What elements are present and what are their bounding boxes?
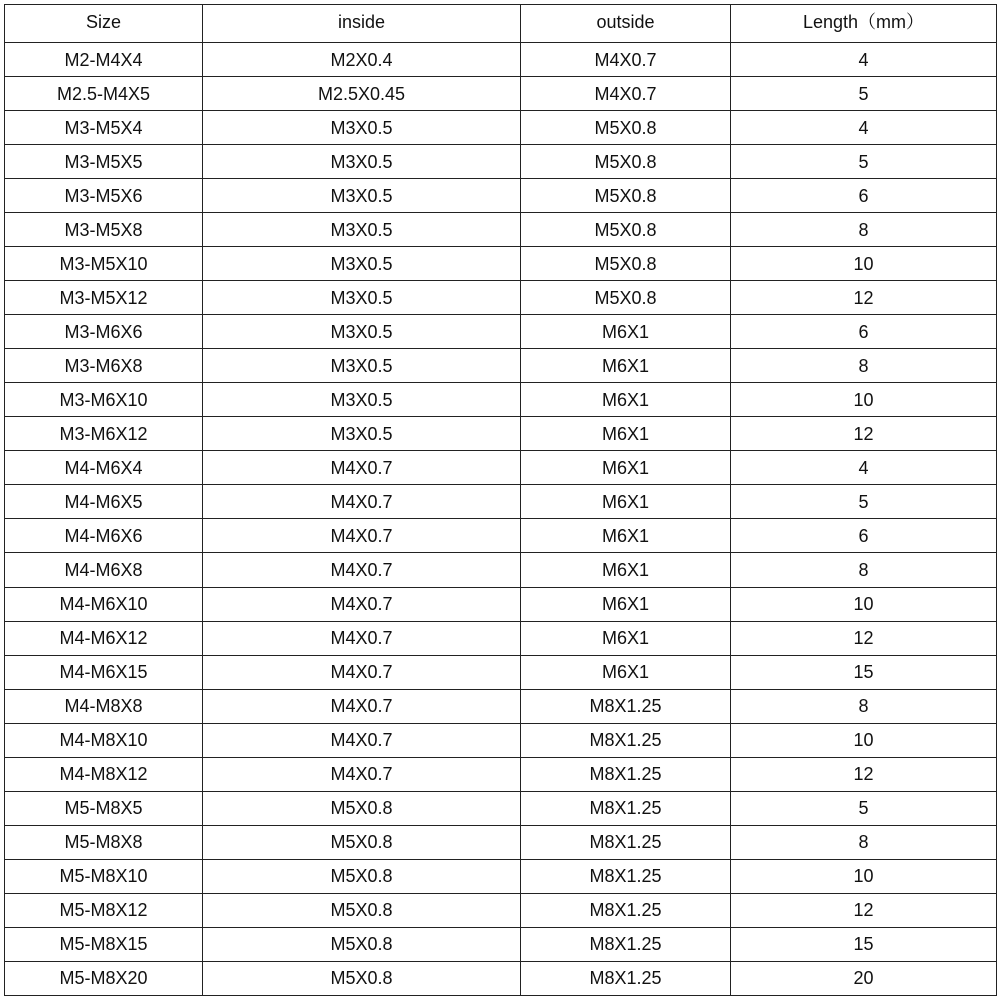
cell-size: M3-M5X4 [5, 111, 203, 145]
cell-length: 15 [731, 927, 997, 961]
cell-length: 4 [731, 111, 997, 145]
table-row [5, 451, 997, 485]
cell-outside: M5X0.8 [521, 281, 731, 315]
cell-inside: M4X0.7 [203, 485, 521, 519]
cell-size: M4-M8X8 [5, 689, 203, 723]
table-row [5, 757, 997, 791]
cell-outside: M6X1 [521, 315, 731, 349]
cell-size: M5-M8X5 [5, 791, 203, 825]
cell-inside: M5X0.8 [203, 825, 521, 859]
cell-length: 12 [731, 621, 997, 655]
cell-length: 15 [731, 655, 997, 689]
cell-outside: M4X0.7 [521, 43, 731, 77]
cell-inside: M4X0.7 [203, 451, 521, 485]
cell-outside: M5X0.8 [521, 145, 731, 179]
header-size: Size [5, 5, 203, 43]
table-row [5, 213, 997, 247]
table-row [5, 383, 997, 417]
table-row [5, 281, 997, 315]
cell-size: M4-M8X10 [5, 723, 203, 757]
cell-inside: M3X0.5 [203, 349, 521, 383]
cell-outside: M6X1 [521, 485, 731, 519]
cell-inside: M4X0.7 [203, 757, 521, 791]
header-inside: inside [203, 5, 521, 43]
table-row [5, 655, 997, 689]
cell-outside: M6X1 [521, 621, 731, 655]
cell-outside: M8X1.25 [521, 961, 731, 995]
table-row [5, 893, 997, 927]
cell-length: 8 [731, 825, 997, 859]
cell-inside: M4X0.7 [203, 587, 521, 621]
cell-size: M3-M6X8 [5, 349, 203, 383]
cell-length: 8 [731, 553, 997, 587]
table-row [5, 145, 997, 179]
table-row [5, 519, 997, 553]
cell-length: 8 [731, 213, 997, 247]
cell-size: M4-M6X5 [5, 485, 203, 519]
table-row [5, 179, 997, 213]
header-length: Length（mm） [731, 5, 997, 43]
cell-outside: M8X1.25 [521, 927, 731, 961]
cell-inside: M3X0.5 [203, 281, 521, 315]
cell-length: 8 [731, 689, 997, 723]
cell-size: M4-M6X6 [5, 519, 203, 553]
cell-size: M3-M5X12 [5, 281, 203, 315]
spec-table-container [4, 4, 996, 996]
cell-inside: M4X0.7 [203, 519, 521, 553]
cell-length: 5 [731, 145, 997, 179]
cell-outside: M4X0.7 [521, 77, 731, 111]
cell-size: M4-M6X10 [5, 587, 203, 621]
table-row [5, 315, 997, 349]
cell-size: M3-M6X10 [5, 383, 203, 417]
cell-length: 10 [731, 247, 997, 281]
cell-size: M4-M6X12 [5, 621, 203, 655]
cell-length: 6 [731, 315, 997, 349]
table-row [5, 961, 997, 995]
cell-inside: M4X0.7 [203, 655, 521, 689]
cell-outside: M6X1 [521, 383, 731, 417]
cell-size: M2-M4X4 [5, 43, 203, 77]
cell-size: M4-M6X15 [5, 655, 203, 689]
cell-size: M3-M6X6 [5, 315, 203, 349]
cell-size: M5-M8X8 [5, 825, 203, 859]
table-row [5, 587, 997, 621]
cell-inside: M3X0.5 [203, 179, 521, 213]
table-body [5, 43, 997, 996]
cell-outside: M8X1.25 [521, 825, 731, 859]
cell-length: 12 [731, 417, 997, 451]
cell-inside: M5X0.8 [203, 859, 521, 893]
table-row [5, 485, 997, 519]
cell-inside: M4X0.7 [203, 723, 521, 757]
table-row [5, 247, 997, 281]
cell-length: 6 [731, 179, 997, 213]
cell-length: 8 [731, 349, 997, 383]
cell-outside: M6X1 [521, 451, 731, 485]
cell-outside: M8X1.25 [521, 723, 731, 757]
cell-size: M3-M5X10 [5, 247, 203, 281]
cell-outside: M6X1 [521, 587, 731, 621]
table-row [5, 43, 997, 77]
cell-size: M3-M6X12 [5, 417, 203, 451]
cell-length: 4 [731, 43, 997, 77]
cell-size: M3-M5X8 [5, 213, 203, 247]
cell-size: M4-M6X8 [5, 553, 203, 587]
cell-outside: M5X0.8 [521, 111, 731, 145]
cell-length: 6 [731, 519, 997, 553]
cell-inside: M3X0.5 [203, 145, 521, 179]
cell-inside: M5X0.8 [203, 893, 521, 927]
cell-size: M2.5-M4X5 [5, 77, 203, 111]
spec-table [4, 4, 997, 996]
table-row [5, 349, 997, 383]
cell-outside: M8X1.25 [521, 893, 731, 927]
cell-inside: M3X0.5 [203, 247, 521, 281]
cell-inside: M5X0.8 [203, 791, 521, 825]
cell-inside: M4X0.7 [203, 689, 521, 723]
cell-outside: M6X1 [521, 519, 731, 553]
cell-length: 5 [731, 485, 997, 519]
cell-outside: M5X0.8 [521, 247, 731, 281]
table-row [5, 417, 997, 451]
cell-outside: M8X1.25 [521, 757, 731, 791]
cell-inside: M3X0.5 [203, 417, 521, 451]
cell-length: 20 [731, 961, 997, 995]
cell-inside: M5X0.8 [203, 927, 521, 961]
cell-size: M5-M8X15 [5, 927, 203, 961]
cell-outside: M8X1.25 [521, 791, 731, 825]
table-row [5, 791, 997, 825]
cell-length: 12 [731, 893, 997, 927]
cell-inside: M5X0.8 [203, 961, 521, 995]
table-row [5, 927, 997, 961]
cell-outside: M5X0.8 [521, 179, 731, 213]
cell-inside: M4X0.7 [203, 553, 521, 587]
cell-outside: M5X0.8 [521, 213, 731, 247]
cell-length: 10 [731, 723, 997, 757]
table-row [5, 111, 997, 145]
cell-size: M3-M5X6 [5, 179, 203, 213]
table-row [5, 621, 997, 655]
table-row [5, 859, 997, 893]
cell-length: 10 [731, 859, 997, 893]
table-row [5, 77, 997, 111]
table-header [5, 5, 997, 43]
cell-outside: M6X1 [521, 417, 731, 451]
table-row [5, 825, 997, 859]
table-row [5, 723, 997, 757]
cell-outside: M6X1 [521, 655, 731, 689]
table-row [5, 689, 997, 723]
cell-outside: M8X1.25 [521, 689, 731, 723]
cell-length: 5 [731, 791, 997, 825]
cell-length: 10 [731, 587, 997, 621]
cell-length: 5 [731, 77, 997, 111]
cell-inside: M3X0.5 [203, 213, 521, 247]
cell-inside: M3X0.5 [203, 315, 521, 349]
header-row [5, 5, 997, 43]
cell-size: M5-M8X12 [5, 893, 203, 927]
table-row [5, 553, 997, 587]
cell-outside: M6X1 [521, 349, 731, 383]
cell-size: M3-M5X5 [5, 145, 203, 179]
cell-inside: M3X0.5 [203, 383, 521, 417]
cell-inside: M4X0.7 [203, 621, 521, 655]
cell-outside: M6X1 [521, 553, 731, 587]
cell-length: 4 [731, 451, 997, 485]
cell-length: 12 [731, 757, 997, 791]
cell-size: M4-M8X12 [5, 757, 203, 791]
cell-length: 12 [731, 281, 997, 315]
cell-inside: M3X0.5 [203, 111, 521, 145]
cell-inside: M2.5X0.45 [203, 77, 521, 111]
header-outside: outside [521, 5, 731, 43]
cell-size: M5-M8X10 [5, 859, 203, 893]
cell-inside: M2X0.4 [203, 43, 521, 77]
cell-size: M4-M6X4 [5, 451, 203, 485]
cell-outside: M8X1.25 [521, 859, 731, 893]
cell-length: 10 [731, 383, 997, 417]
cell-size: M5-M8X20 [5, 961, 203, 995]
